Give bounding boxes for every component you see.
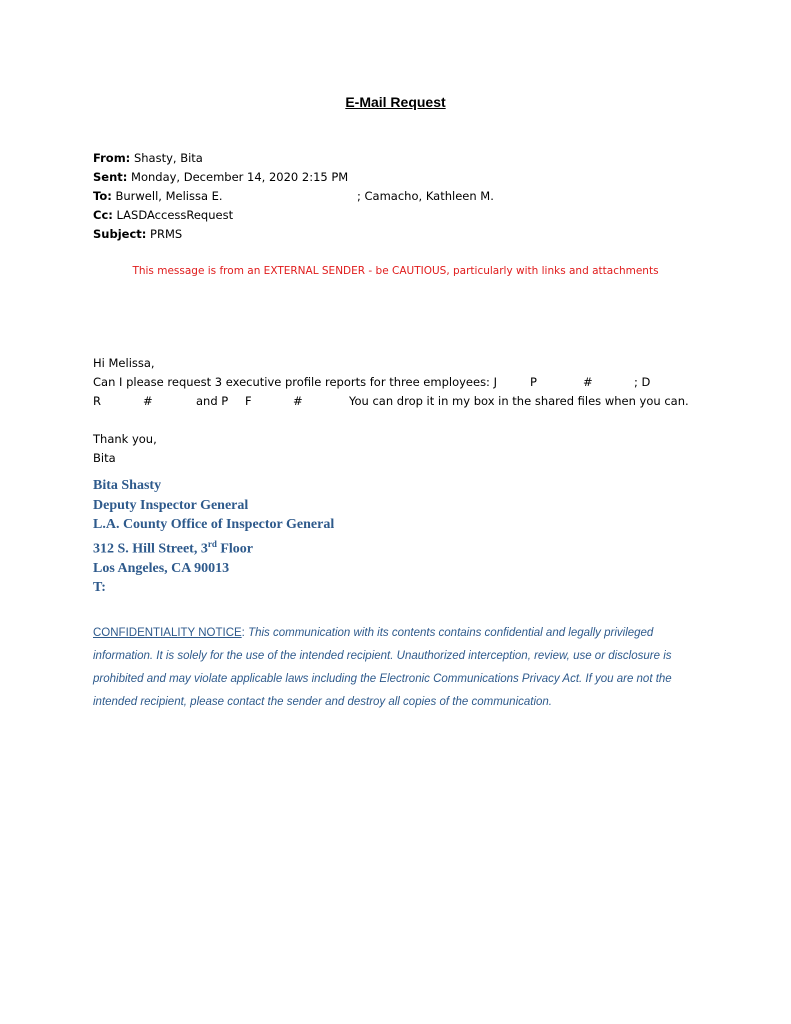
- notice-text: This communication with its contents contains confidential and legally privileged information. It is solely for the use of the intended recipient. Unauthorized interception, review, use or disclosure is prohibited and may violate applicable laws including the Electronic Communications Privacy Act. If you are not the intended recipient, please contact the sender and destroy all copies of the communication.: [93, 627, 672, 708]
- from-value: Shasty, Bita: [133, 151, 203, 165]
- request-text-i: #: [293, 394, 303, 408]
- request-text-h: F: [245, 394, 252, 408]
- thanks: Thank you,: [93, 432, 157, 446]
- notice-label: CONFIDENTIALITY NOTICE: [93, 627, 242, 639]
- notice-colon: :: [241, 627, 249, 639]
- to-row: [93, 187, 494, 206]
- request-text-e: R: [93, 394, 101, 408]
- request-text-d: ; D: [634, 375, 651, 389]
- signature-office: L.A. County Office of Inspector General: [93, 517, 335, 532]
- spacer: [93, 411, 733, 430]
- request-line-1: [93, 373, 733, 392]
- subject-row: [93, 225, 348, 244]
- street-pre: 312 S. Hill Street, 3: [93, 541, 208, 557]
- street-sup: rd: [207, 538, 217, 549]
- request-text-g: and P: [196, 394, 229, 408]
- signature-phone: T:: [93, 580, 106, 596]
- signature-city: Los Angeles, CA 90013: [93, 560, 230, 576]
- signature-name: Bita Shasty: [93, 478, 162, 493]
- to-value-1: Burwell, Melissa E.: [115, 189, 223, 203]
- from-label: From:: [93, 151, 131, 165]
- email-body: [93, 354, 733, 468]
- request-text-a: Can I please request 3 executive profile reports for three employees: J: [93, 375, 497, 389]
- subject-label: Subject:: [93, 227, 147, 241]
- cc-row: [93, 206, 348, 225]
- street-post: Floor: [216, 541, 253, 557]
- request-text-j: You can drop it in my box in the shared files when you can.: [349, 394, 689, 408]
- signature-title: Deputy Inspector General: [93, 497, 249, 513]
- email-header: [93, 149, 494, 244]
- request-line-2: [93, 392, 733, 411]
- sent-value: Monday, December 14, 2020 2:15 PM: [131, 170, 349, 184]
- sent-label: Sent:: [93, 170, 128, 184]
- request-text-b: P: [530, 375, 537, 389]
- sent-row: [93, 168, 348, 187]
- from-row: [93, 149, 348, 168]
- signature-block: [93, 476, 334, 598]
- request-text-c: #: [583, 375, 593, 389]
- greeting-line: [93, 354, 733, 373]
- document-title: E-Mail Request: [345, 94, 446, 110]
- greeting: Hi Melissa,: [93, 356, 155, 370]
- confidentiality-notice: [93, 622, 703, 714]
- cc-label: Cc:: [93, 208, 113, 222]
- sender-name-line: [93, 449, 733, 468]
- sender-name: Bita: [93, 451, 116, 465]
- to-label: To:: [93, 189, 112, 203]
- cc-value: LASDAccessRequest: [116, 208, 234, 222]
- to-value-2: ; Camacho, Kathleen M.: [357, 189, 494, 203]
- thanks-line: [93, 430, 733, 449]
- subject-value: PRMS: [150, 227, 183, 241]
- request-text-f: #: [143, 394, 153, 408]
- signature-street: [93, 535, 334, 559]
- external-sender-warning: This message is from an EXTERNAL SENDER - be CAUTIOUS, particularly with links and attachments: [132, 265, 659, 277]
